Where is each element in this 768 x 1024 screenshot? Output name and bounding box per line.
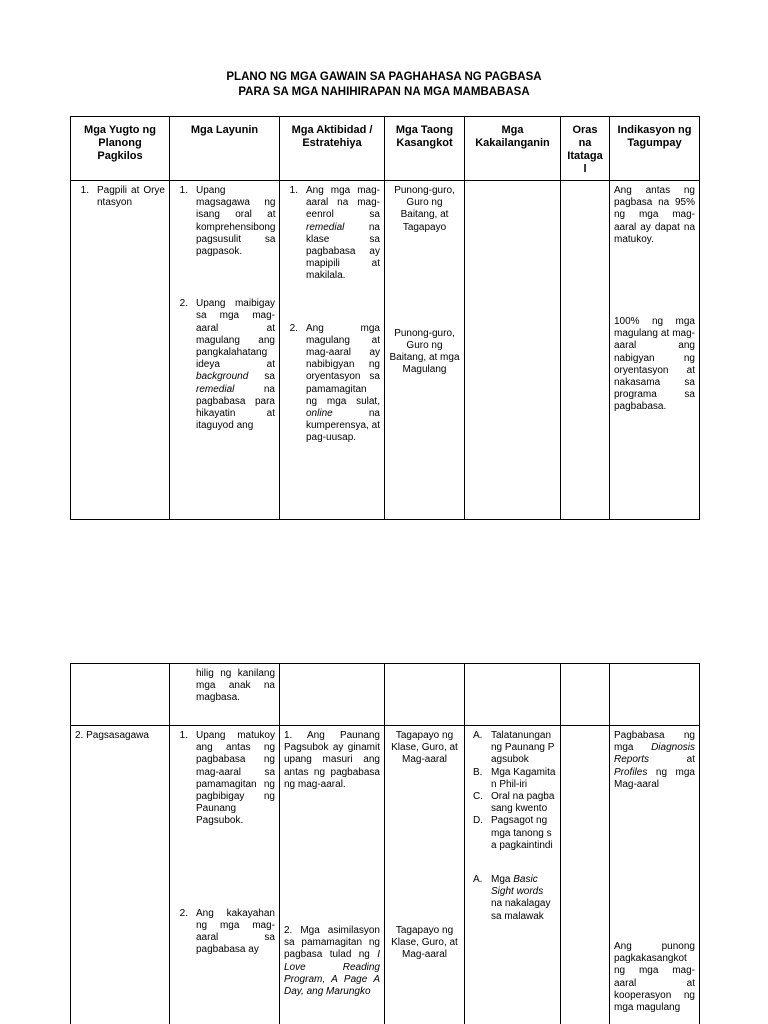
stage-cell bbox=[71, 181, 170, 520]
indicator-text: 100% ng mga magulang at mag-aaral ang nabigyan ng oryentasyon at nakasama sa programa sa pagbabasa. bbox=[614, 316, 695, 413]
document-title bbox=[0, 70, 768, 100]
indicator-text: Ang punong pagkakasangkot ng mga mag-aaral at kooperasyon ng mga magulang bbox=[614, 941, 695, 1014]
requirement-text: Mga Kagamitan Phil-iri bbox=[491, 766, 556, 790]
objectives-cell bbox=[170, 181, 280, 520]
header-requirements: Mga Kakailanganin bbox=[465, 117, 561, 181]
people-text: Tagapayo ng Klase, Guro, at Mag-aaral bbox=[391, 730, 458, 766]
objectives-cell bbox=[170, 664, 280, 726]
requirements-cell bbox=[465, 181, 561, 520]
people-text: Punong-guro, Guro ng Baitang, at mga Magulang bbox=[389, 327, 460, 376]
table-row bbox=[71, 664, 700, 726]
stage-number: 1. bbox=[80, 185, 89, 196]
title-line-1: PLANO NG MGA GAWAIN SA PAGHAHASA NG PAGBASA bbox=[226, 71, 542, 83]
objective-text: Upang matukoy ang antas ng pagbabasa ng mag-aaral sa pamamagitan ng pagbibigay ng Paunang Pagsubok. bbox=[196, 730, 275, 827]
indicator-cell bbox=[610, 726, 700, 1024]
requirement-letter: D. bbox=[473, 815, 483, 827]
requirement-letter: B. bbox=[473, 766, 483, 778]
header-indicator: Indikasyon ng Tagumpay bbox=[610, 117, 700, 181]
stage-cell bbox=[71, 664, 170, 726]
requirement-text: Mga Basic Sight words na nakalagay sa malawak bbox=[491, 874, 551, 922]
people-cell bbox=[385, 664, 465, 726]
people-cell bbox=[385, 181, 465, 520]
people-text: Tagapayo ng Klase, Guro, at Mag-aaral bbox=[391, 924, 458, 961]
people-text: Punong-guro, Guro ng Baitang, at Tagapayo bbox=[394, 185, 455, 233]
people-cell bbox=[385, 726, 465, 1024]
requirement-text: Talatanungan ng Paunang Pagsubok bbox=[491, 730, 555, 766]
activity-text: Ang mga mag-aaral na mag-eenrol sa remedial na klase sa pagbabasa ay mapipili at makilala. bbox=[306, 185, 380, 282]
indicator-text: Pagbabasa ng mga Diagnosis Reports at Profiles ng mga Mag-aaral bbox=[614, 730, 695, 790]
requirements-cell bbox=[465, 726, 561, 1024]
time-cell bbox=[561, 726, 610, 1024]
objective-number: 1. bbox=[179, 185, 188, 196]
objectives-cell bbox=[170, 726, 280, 1024]
table-row bbox=[71, 726, 700, 1024]
title-line-2: PARA SA MGA NAHIHIRAPAN NA MGA MAMBABASA bbox=[238, 86, 530, 98]
requirement-letter: A. bbox=[473, 730, 483, 741]
header-stage: Mga Yugto ng Planong Pagkilos bbox=[71, 117, 170, 181]
stage-text: 2. Pagsasagawa bbox=[75, 730, 149, 741]
requirement-letter: C. bbox=[473, 791, 483, 803]
requirements-cell bbox=[465, 664, 561, 726]
objective-number: 1. bbox=[179, 730, 188, 741]
objective-number: 2. bbox=[179, 907, 188, 919]
objective-text: Upang magsagawa ng isang oral at komprehensibong pagsusulit sa pagpasok. bbox=[196, 185, 276, 258]
indicator-cell bbox=[610, 181, 700, 520]
indicator-cell bbox=[610, 664, 700, 726]
activities-cell bbox=[280, 726, 385, 1024]
header-objectives: Mga Layunin bbox=[170, 117, 280, 181]
indicator-text: Ang antas ng pagbasa na 95% ng mga mag-aaral ay dapat na matukoy. bbox=[614, 185, 695, 245]
activities-cell bbox=[280, 664, 385, 726]
activities-cell bbox=[280, 181, 385, 520]
objective-text: Ang kakayahan ng mga mag-aaral sa pagbabasa ay bbox=[196, 907, 275, 956]
objective-continued-text: hilig ng kanilang mga anak na magbasa. bbox=[196, 668, 275, 704]
requirement-text: Pagsagot ng mga tanong sa pagkaintindi bbox=[491, 815, 553, 851]
requirement-letter: A. bbox=[473, 874, 483, 886]
activity-number: 1. bbox=[289, 185, 298, 196]
time-cell bbox=[561, 664, 610, 726]
time-cell bbox=[561, 181, 610, 520]
activity-text: 1. Ang Paunang Pagsubok ay ginamit upang masuri ang antas ng pagbabasa ng mag-aaral. bbox=[284, 730, 380, 790]
objective-number: 2. bbox=[179, 298, 188, 310]
stage-text: Pagpili at Oryentasyon bbox=[97, 185, 165, 209]
activity-number: 2. bbox=[289, 322, 298, 334]
header-time: Oras na Itataga l bbox=[561, 117, 610, 181]
plan-table-page-1 bbox=[70, 116, 700, 520]
activity-text: 2. Mga asimilasyon sa pamamagitan ng pagbasa tulad ng I Love Reading Program, A Page A Day, ang Marungko bbox=[284, 925, 380, 998]
objective-text: Upang maibigay sa mga mag-aaral at magulang ang pangkalahatang ideya at background sa remedial na pagbabasa para hikayatin at itaguyod ang bbox=[196, 298, 275, 432]
header-row bbox=[71, 117, 700, 181]
header-activities: Mga Aktibidad / Estratehiya bbox=[280, 117, 385, 181]
table-row bbox=[71, 181, 700, 520]
stage-cell bbox=[71, 726, 170, 1024]
requirement-text: Oral na pagbasang kwento bbox=[491, 791, 555, 815]
plan-table-page-2 bbox=[70, 663, 700, 1024]
activity-text: Ang mga magulang at mag-aaral ay nabibigyan ng oryentasyon sa pamamagitan ng mga sulat, online na kumperensya, at pag-uusap. bbox=[306, 322, 380, 444]
header-people: Mga Taong Kasangkot bbox=[385, 117, 465, 181]
